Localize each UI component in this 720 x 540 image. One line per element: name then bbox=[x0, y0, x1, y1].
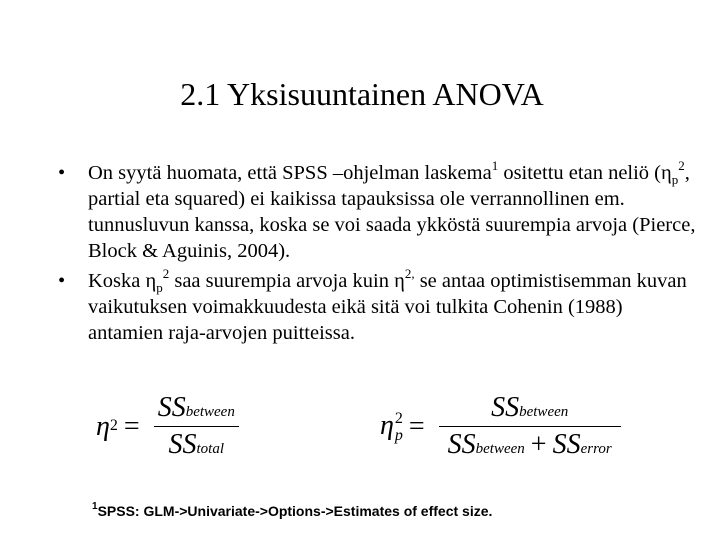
bullet-item-1 bbox=[58, 160, 698, 264]
bullet2-text-a: Koska η bbox=[88, 270, 157, 292]
bullet1-text-b: ositettu etan neliö (η bbox=[498, 162, 672, 184]
ss-subscript-between: between bbox=[519, 404, 569, 420]
footnote-ref: 1 bbox=[491, 158, 499, 174]
fraction-numerator bbox=[154, 392, 239, 427]
ss-symbol: SS bbox=[491, 392, 520, 423]
ss-subscript-total: total bbox=[196, 441, 225, 457]
fraction bbox=[154, 392, 239, 461]
formula-eta-squared: η $^2$ = $\frac{\text{SSbetween}}{\text{SStotal}}$ bbox=[96, 392, 239, 461]
equals-sign: = bbox=[123, 410, 140, 442]
superscript-2: 2 bbox=[162, 266, 170, 282]
equals-sign: = bbox=[408, 410, 425, 442]
bullet1-text-a: On syytä huomata, että SPSS –ohjelman laskema bbox=[88, 162, 492, 184]
fraction-denominator bbox=[444, 427, 616, 461]
superscript-2: 2 bbox=[678, 158, 685, 174]
bullet1-text-c: , partial eta squared) ei kaikissa tapauksissa ole verrannollinen em. tunnusluvun kanssa, koska se voi saada ykköstä suurempia arvoja (Pierce, Block & Aguinis, 2004). bbox=[88, 162, 696, 262]
fraction bbox=[439, 392, 621, 461]
subscript-p: p bbox=[671, 172, 679, 188]
subscript-p: p bbox=[156, 280, 163, 296]
bullet-item-2 bbox=[58, 268, 698, 346]
fraction-denominator bbox=[165, 427, 229, 461]
slide-title: 2.1 Yksisuuntainen ANOVA bbox=[180, 76, 544, 112]
footnote-text: SPSS: GLM->Univariate->Options->Estimates of effect size. bbox=[97, 503, 493, 519]
bullet2-text-c: se antaa optimistisemman kuvan vaikutuksen voimakkuudesta eikä sitä voi tulkita Cohenin (1988) antamien raja-arvojen puitteissa. bbox=[88, 270, 687, 344]
footnote bbox=[92, 503, 492, 519]
eta-exponent: 2 bbox=[394, 409, 403, 427]
eta-scripts bbox=[395, 410, 403, 444]
eta-symbol: η bbox=[380, 409, 394, 441]
eta-subscript-p: p bbox=[394, 426, 403, 444]
bullet-list bbox=[58, 160, 698, 350]
ss-symbol: SS bbox=[168, 429, 197, 460]
plus-sign: + bbox=[530, 429, 547, 460]
partial-eta-lhs bbox=[380, 410, 403, 444]
superscript-2: 2, bbox=[404, 266, 415, 282]
bullet-dot: • bbox=[58, 162, 66, 184]
ss-symbol: SS bbox=[552, 429, 581, 460]
ss-subscript-error: error bbox=[580, 441, 612, 457]
eta-symbol: η bbox=[96, 410, 110, 442]
bullet2-text-b: saa suurempia arvoja kuin η bbox=[169, 270, 405, 292]
ss-symbol: SS bbox=[447, 429, 476, 460]
ss-subscript-between: between bbox=[185, 404, 235, 420]
formula-partial-eta-squared bbox=[380, 392, 621, 461]
bullet-dot: • bbox=[58, 270, 66, 292]
ss-symbol: SS bbox=[157, 392, 186, 423]
footnote-marker: 1 bbox=[92, 501, 98, 513]
fraction-numerator bbox=[439, 392, 621, 427]
ss-subscript-between: between bbox=[475, 441, 525, 457]
